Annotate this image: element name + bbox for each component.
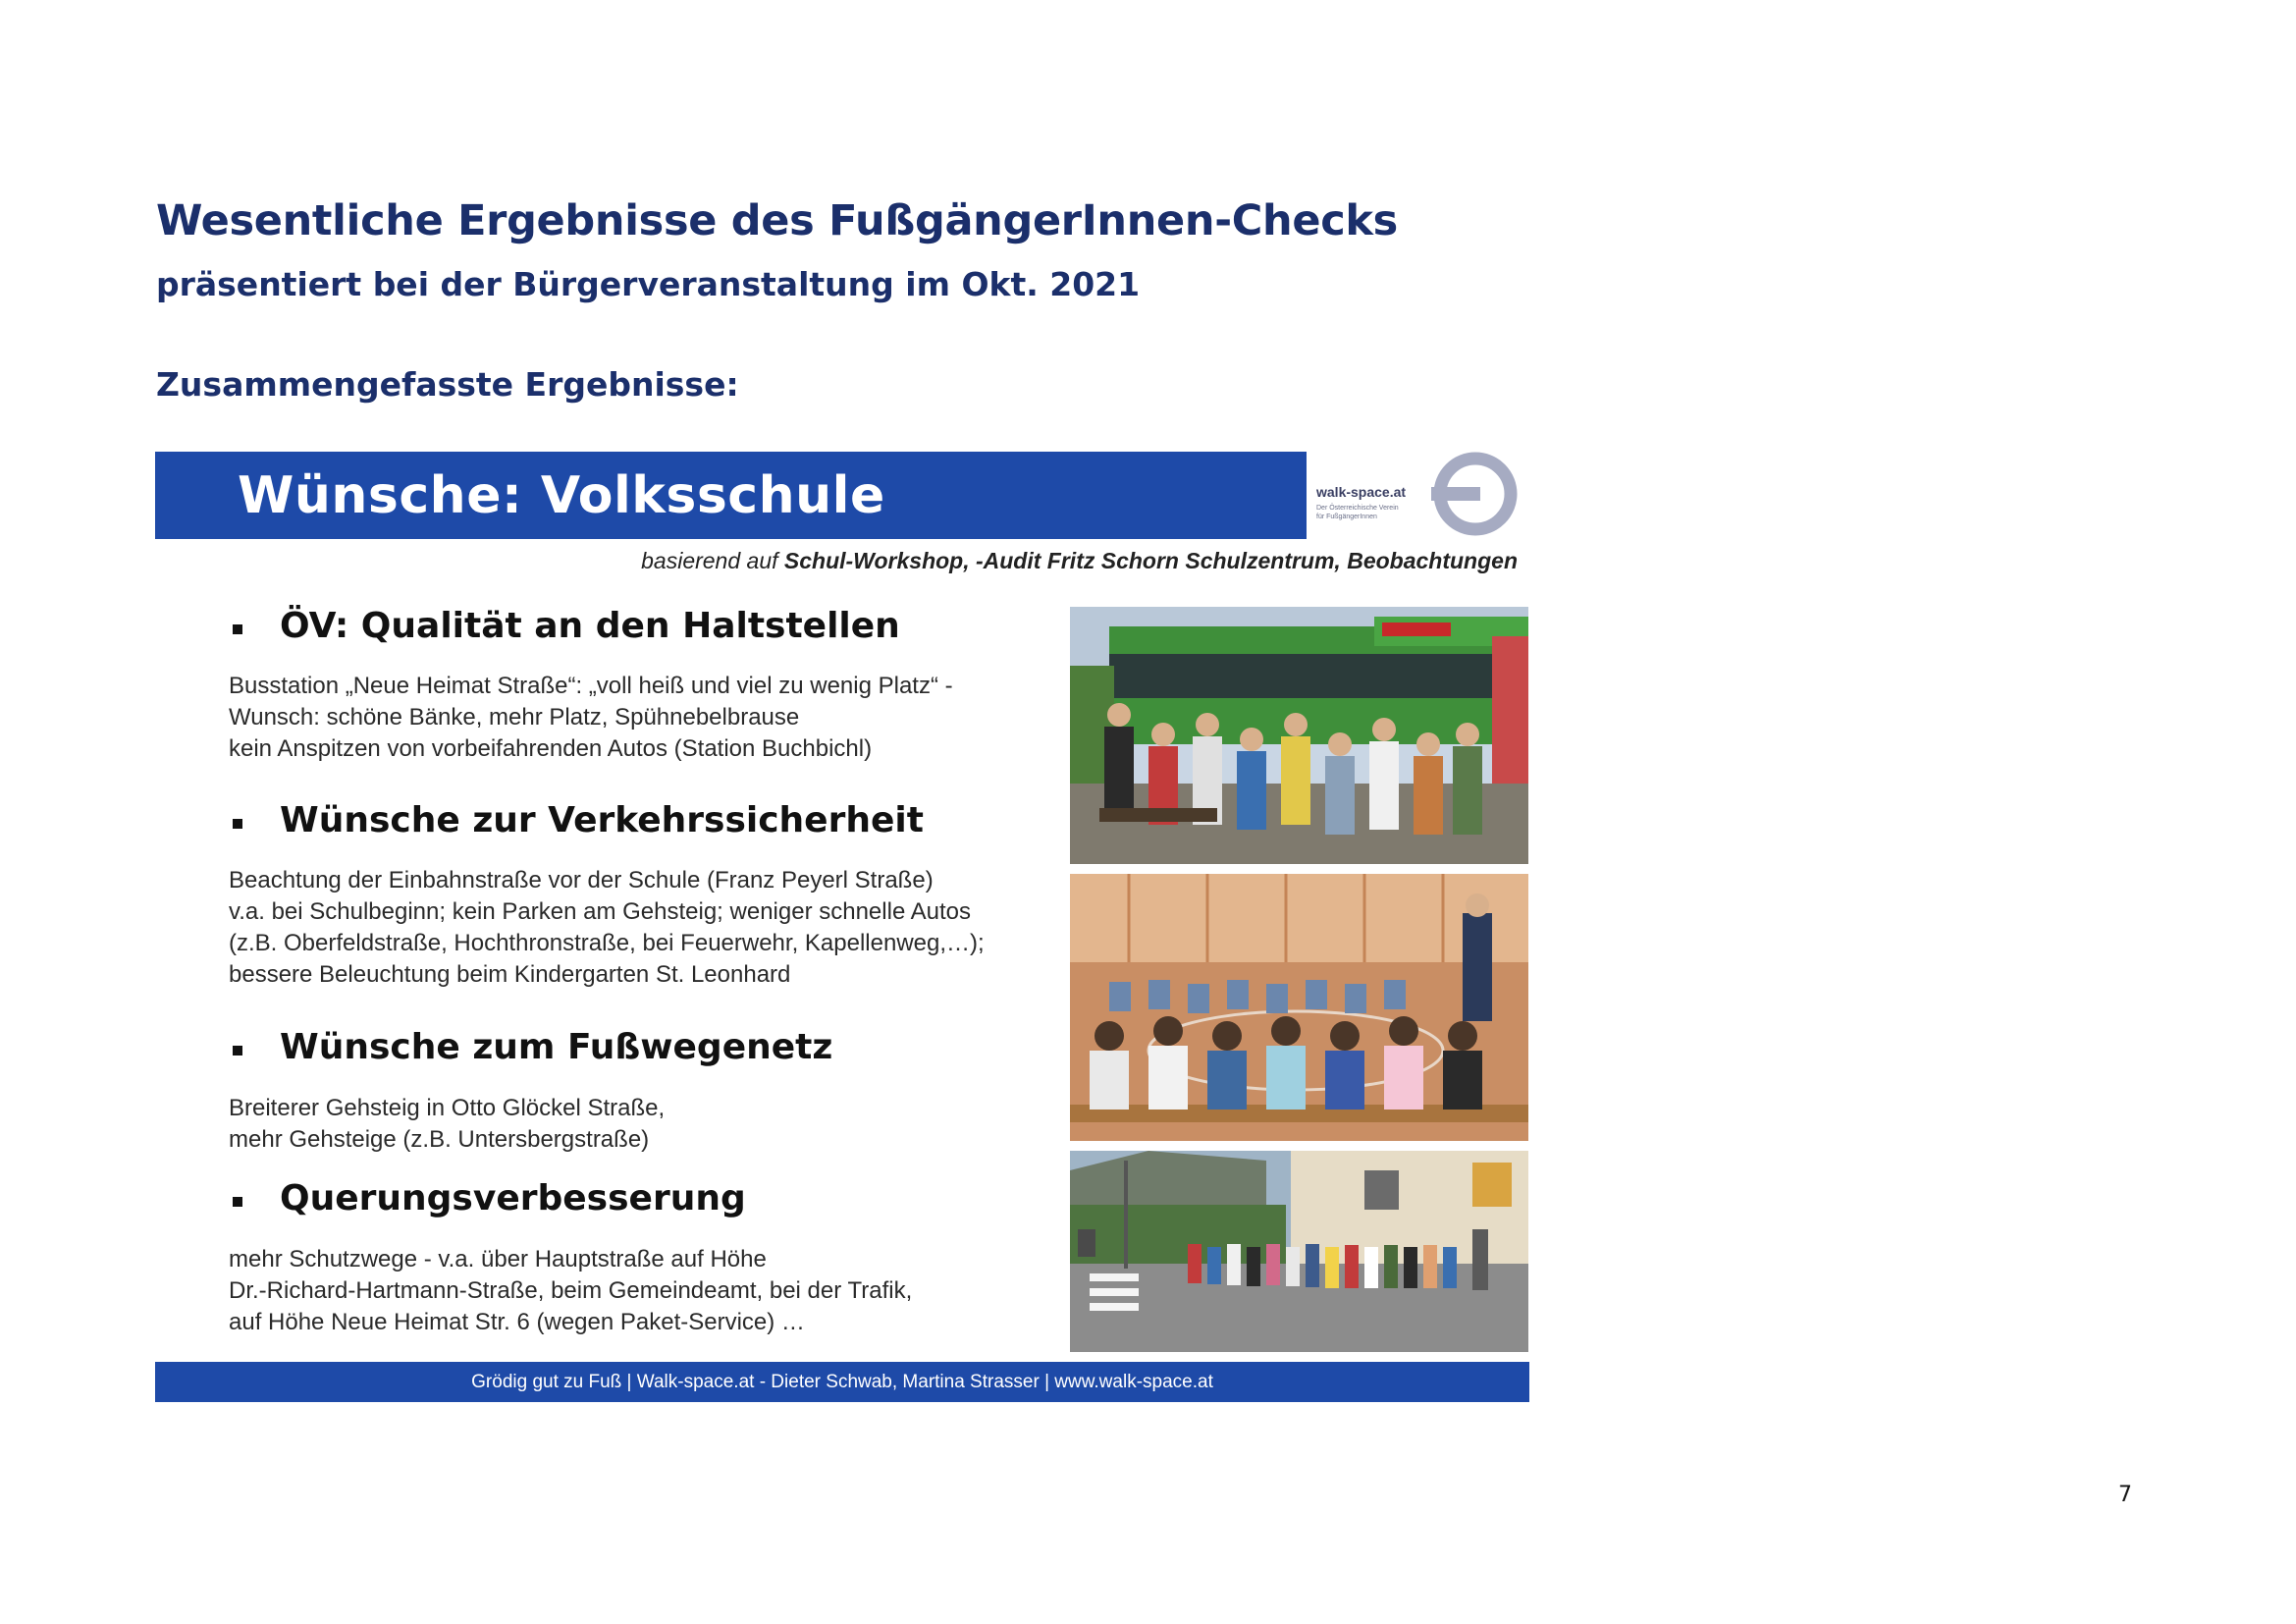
slide-footer: Grödig gut zu Fuß | Walk-space.at - Dieter Schwab, Martina Strasser | www.walk-space.at	[155, 1362, 1529, 1402]
walk-space-logo-icon	[1431, 450, 1520, 538]
photo-school-workshop	[1070, 874, 1528, 1141]
item-line: mehr Schutzwege - v.a. über Hauptstraße auf Höhe	[229, 1246, 767, 1272]
logo-name: walk-space.at	[1316, 484, 1407, 500]
logo-tagline-line-1: Der Österreichische Verein	[1316, 505, 1399, 512]
item-line: auf Höhe Neue Heimat Str. 6 (wegen Paket-Service) …	[229, 1309, 805, 1335]
page-number: 7	[2118, 1483, 2132, 1507]
item-line: Dr.-Richard-Hartmann-Straße, beim Gemeindeamt, bei der Trafik,	[229, 1277, 913, 1304]
embedded-slide	[155, 447, 1529, 1402]
item-heading-verkehrssicherheit: Wünsche zur Verkehrssicherheit	[280, 800, 924, 840]
page-title: Wesentliche Ergebnisse des FußgängerInnen-Checks	[156, 196, 1398, 245]
item-line: Beachtung der Einbahnstraße vor der Schule (Franz Peyerl Straße)	[229, 867, 934, 893]
photo-bus-stop	[1070, 607, 1528, 864]
source-detail: Schul-Workshop, -Audit Fritz Schorn Schulzentrum, Beobachtungen	[783, 548, 1518, 573]
item-line: (z.B. Oberfeldstraße, Hochthronstraße, bei Feuerwehr, Kapellenweg,…);	[229, 930, 985, 956]
bullet-square-icon	[233, 819, 242, 829]
page-subtitle: präsentiert bei der Bürgerveranstaltung im Okt. 2021	[156, 265, 1141, 303]
slide-source-note	[641, 548, 1518, 574]
item-line: v.a. bei Schulbeginn; kein Parken am Gehsteig; weniger schnelle Autos	[229, 898, 971, 925]
section-heading: Zusammengefasste Ergebnisse:	[156, 365, 739, 404]
item-body-querung	[229, 1244, 912, 1338]
slide-title: Wünsche: Volksschule	[238, 466, 885, 525]
slide-title-banner	[155, 452, 1307, 539]
item-heading-fusswegenetz: Wünsche zum Fußwegenetz	[280, 1027, 833, 1067]
item-line: Busstation „Neue Heimat Straße“: „voll heiß und viel zu wenig Platz“ -	[229, 673, 953, 699]
photo-street-crossing	[1070, 1151, 1528, 1352]
item-line: kein Anspitzen von vorbeifahrenden Autos (Station Buchbichl)	[229, 735, 873, 762]
item-body-verkehrssicherheit	[229, 865, 985, 991]
item-body-fusswegenetz	[229, 1093, 665, 1156]
logo-tagline	[1316, 504, 1399, 521]
bullet-square-icon	[233, 1197, 242, 1207]
bullet-square-icon	[233, 624, 242, 634]
item-line: Wunsch: schöne Bänke, mehr Platz, Spühnebelbrause	[229, 704, 800, 731]
source-prefix: basierend auf	[641, 548, 784, 573]
bullet-square-icon	[233, 1046, 242, 1056]
item-line: Breiterer Gehsteig in Otto Glöckel Straße,	[229, 1095, 666, 1121]
item-heading-querung: Querungsverbesserung	[280, 1178, 746, 1218]
item-line: mehr Gehsteige (z.B. Untersbergstraße)	[229, 1126, 650, 1153]
item-heading-oev: ÖV: Qualität an den Haltstellen	[280, 606, 900, 646]
item-line: bessere Beleuchtung beim Kindergarten St. Leonhard	[229, 961, 791, 988]
item-body-oev	[229, 671, 953, 765]
logo-tagline-line-2: für FußgängerInnen	[1316, 514, 1377, 520]
walk-space-logo	[1308, 447, 1529, 539]
